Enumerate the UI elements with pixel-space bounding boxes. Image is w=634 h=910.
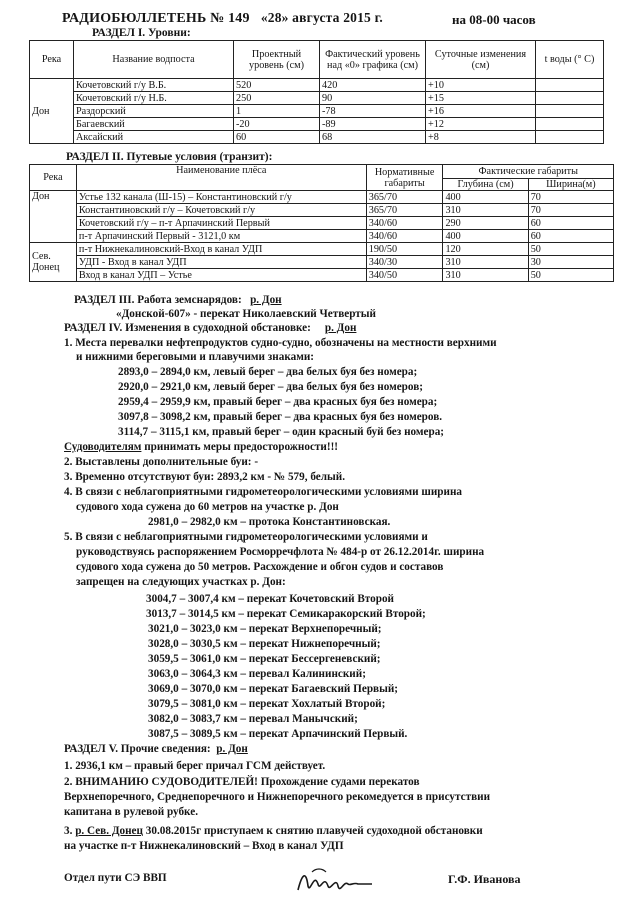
section4-river: р. Дон [324, 322, 357, 334]
table-cell: 60 [234, 131, 320, 144]
table-cell: 50 [528, 243, 613, 256]
s5-p3-num: 3. [64, 825, 76, 837]
s5-p3-text: 30.08.2015г приступаем к снятию плавучей судоходной обстановки [142, 825, 483, 837]
table-cell: -78 [320, 105, 426, 118]
table-cell: -89 [320, 118, 426, 131]
table-cell: Раздорский [74, 105, 234, 118]
col-width: Ширина(м) [528, 179, 613, 191]
levels-river: Дон [30, 79, 74, 144]
table-cell: Устье 132 канала (Ш-15) – Константиновский г/у [76, 191, 366, 204]
levels-table [29, 40, 604, 144]
section2-heading: РАЗДЕЛ II. Путевые условия (транзит): [66, 151, 273, 163]
s5-p1: 1. 2936,1 км – правый берег причал ГСМ действует. [64, 760, 326, 772]
route-river-sev: Сев. Донец [30, 243, 77, 282]
table-cell: Аксайский [74, 131, 234, 144]
col-river: Река [30, 41, 74, 79]
s4-p1b: и нижними береговыми и плавучими знаками: [76, 351, 314, 363]
section3-river: р. Дон [250, 294, 282, 306]
table-cell: 310 [443, 269, 528, 282]
s4-p5c: судового хода сужена до 50 метров. Расхождение и обгон судов и составов [76, 561, 444, 573]
col-temp: t воды (° С) [536, 41, 604, 79]
table-cell: 50 [528, 269, 613, 282]
table-cell [536, 118, 604, 131]
list-item: 2893,0 – 2894,0 км, левый берег – два белых буя без номера; [118, 366, 418, 378]
warning-word: Судоводителям [64, 441, 142, 453]
list-item: 3114,7 – 3115,1 км, правый берег – один красный буй без номера; [118, 426, 445, 438]
table-cell: 60 [528, 230, 613, 243]
route-river-don: Дон [30, 191, 77, 243]
list-item: 3079,5 – 3081,0 км – перекат Хохлатый Второй; [148, 698, 386, 710]
s4-p1a: 1. Места перевалки нефтепродуктов судно-судно, обозначены на местности верхними [64, 337, 497, 349]
table-cell: 340/30 [366, 256, 443, 269]
list-item: 3063,0 – 3064,3 км – перевал Калининский; [148, 668, 366, 680]
list-item: 2920,0 – 2921,0 км, левый берег – два белых буя без номеров; [118, 381, 423, 393]
table-cell: 310 [443, 256, 528, 269]
s4-p5b: руководствуясь распоряжением Росморречфлота № 484-р от 26.12.2014г. ширина [76, 546, 485, 558]
s5-p3-river: р. Сев. Донец [75, 825, 143, 837]
table-cell: -20 [234, 118, 320, 131]
table-cell: 1 [234, 105, 320, 118]
table-cell [536, 79, 604, 92]
table-cell: 68 [320, 131, 426, 144]
signature-icon [292, 864, 382, 898]
section5-river: р. Дон [216, 743, 248, 755]
s4-p5a: 5. В связи с неблагоприятными гидрометеорологическими условиями и [64, 531, 428, 543]
table-cell: Кочетовский г/у – п-т Арпачинский Первый [76, 217, 366, 230]
table-cell: 400 [443, 230, 528, 243]
table-cell: п-т Арпачинский Первый - 3121,0 км [76, 230, 366, 243]
footer-dept: Отдел пути СЭ ВВП [64, 872, 167, 884]
list-item: 3082,0 – 3083,7 км – перевал Манычский; [148, 713, 358, 725]
table-cell: УДП - Вход в канал УДП [76, 256, 366, 269]
s5-p2a: 2. ВНИМАНИЮ СУДОВОДИТЕЛЕЙ! Прохождение судами перекатов [64, 776, 420, 788]
section4-title: РАЗДЕЛ IV. Изменения в судоходной обстановке: [64, 322, 311, 334]
table-cell [536, 131, 604, 144]
table-cell: +8 [426, 131, 536, 144]
table-cell: 340/60 [366, 230, 443, 243]
bulletin-number: РАДИОБЮЛЛЕТЕНЬ № 149 [62, 11, 250, 26]
section1-heading: РАЗДЕЛ I. Уровни: [92, 27, 191, 39]
col-river: Река [30, 165, 77, 191]
bulletin-title [62, 10, 383, 27]
bulletin-date: «28» августа 2015 г. [260, 10, 383, 25]
col-post: Название водпоста [74, 41, 234, 79]
list-item: 3087,5 – 3089,5 км – перекат Арпачинский Первый. [148, 728, 408, 740]
warning-line [64, 441, 338, 454]
table-cell: 120 [443, 243, 528, 256]
table-cell [536, 92, 604, 105]
table-cell: 340/60 [366, 217, 443, 230]
list-item: 3028,0 – 3030,5 км – перекат Нижнепоречный; [148, 638, 381, 650]
table-cell: +15 [426, 92, 536, 105]
table-cell: 250 [234, 92, 320, 105]
table-cell: Константиновский г/у – Кочетовский г/у [76, 204, 366, 217]
col-actual: Фактический уровень над «0» графика (см) [320, 41, 426, 79]
table-cell: 190/50 [366, 243, 443, 256]
table-cell: п-т Нижнекалиновский-Вход в канал УДП [76, 243, 366, 256]
list-item: 3059,5 – 3061,0 км – перекат Бессергеневский; [148, 653, 381, 665]
s4-p5d: запрещен на следующих участках р. Дон: [76, 576, 286, 588]
table-cell [536, 105, 604, 118]
section3-title: РАЗДЕЛ III. Работа земснарядов: [74, 294, 242, 306]
table-cell: 60 [528, 217, 613, 230]
table-cell: 290 [443, 217, 528, 230]
s5-p2c: капитана в рулевой рубке. [64, 806, 198, 818]
table-cell: +10 [426, 79, 536, 92]
s5-p3b: на участке п-т Нижнекалиновский – Вход в канал УДП [64, 840, 344, 852]
list-item: 2959,4 – 2959,9 км, правый берег – два красных буя без номера; [118, 396, 438, 408]
dredger-line: «Донской-607» - перекат Николаевский Четвертый [116, 308, 376, 320]
s4-p3: 3. Временно отсутствуют буи: 2893,2 км - № 579, белый. [64, 471, 345, 483]
footer-name: Г.Ф. Иванова [448, 872, 521, 886]
table-cell: 420 [320, 79, 426, 92]
list-item: 3021,0 – 3023,0 км – перекат Верхнепоречный; [148, 623, 382, 635]
list-item: 3069,0 – 3070,0 км – перекат Багаевский Первый; [148, 683, 398, 695]
table-cell: 70 [528, 204, 613, 217]
table-cell: Багаевский [74, 118, 234, 131]
s5-p2b: Верхнепоречного, Среднепоречного и Нижнепоречного рекомедуется в присутствии [64, 791, 491, 803]
table-cell: +12 [426, 118, 536, 131]
section5-title: РАЗДЕЛ V. Прочие сведения: [64, 743, 211, 755]
col-name: Наименование плёса [76, 165, 366, 191]
warning-rest: принимать меры предосторожности!!! [141, 441, 339, 453]
section4-heading [64, 322, 356, 335]
col-project: Проектный уровень (см) [234, 41, 320, 79]
s4-p4c: 2981,0 – 2982,0 км – протока Константиновская. [148, 516, 391, 528]
table-cell: 520 [234, 79, 320, 92]
col-depth: Глубина (см) [443, 179, 528, 191]
table-cell: 365/70 [366, 204, 443, 217]
table-cell: +16 [426, 105, 536, 118]
list-item: 3013,7 – 3014,5 км – перекат Семикаракорский Второй; [146, 608, 426, 620]
table-cell: 30 [528, 256, 613, 269]
s5-p3a [64, 825, 483, 838]
route-table [29, 164, 614, 282]
list-item: 3004,7 – 3007,4 км – перекат Кочетовский Второй [146, 593, 394, 605]
table-cell: 340/50 [366, 269, 443, 282]
section3-heading [74, 294, 282, 307]
table-cell: 400 [443, 191, 528, 204]
table-cell: 90 [320, 92, 426, 105]
table-cell: Вход в канал УДП – Устье [76, 269, 366, 282]
col-actual: Фактические габариты [443, 165, 614, 179]
table-cell: Кочетовский г/у Н.Б. [74, 92, 234, 105]
s4-p2: 2. Выставлены дополнительные буи: - [64, 456, 259, 468]
col-norm: Нормативные габариты [366, 165, 443, 191]
table-cell: Кочетовский г/у В.Б. [74, 79, 234, 92]
bulletin-time: на 08-00 часов [452, 12, 536, 27]
table-cell: 310 [443, 204, 528, 217]
section5-heading [64, 743, 248, 756]
s4-p4b: судового хода сужена до 60 метров на участке р. Дон [76, 501, 339, 513]
table-cell: 365/70 [366, 191, 443, 204]
s4-p4a: 4. В связи с неблагоприятными гидрометеорологическими условиями ширина [64, 486, 462, 498]
col-change: Суточные изменения (см) [426, 41, 536, 79]
table-cell: 70 [528, 191, 613, 204]
list-item: 3097,8 – 3098,2 км, правый берег – два красных буя без номеров. [118, 411, 443, 423]
